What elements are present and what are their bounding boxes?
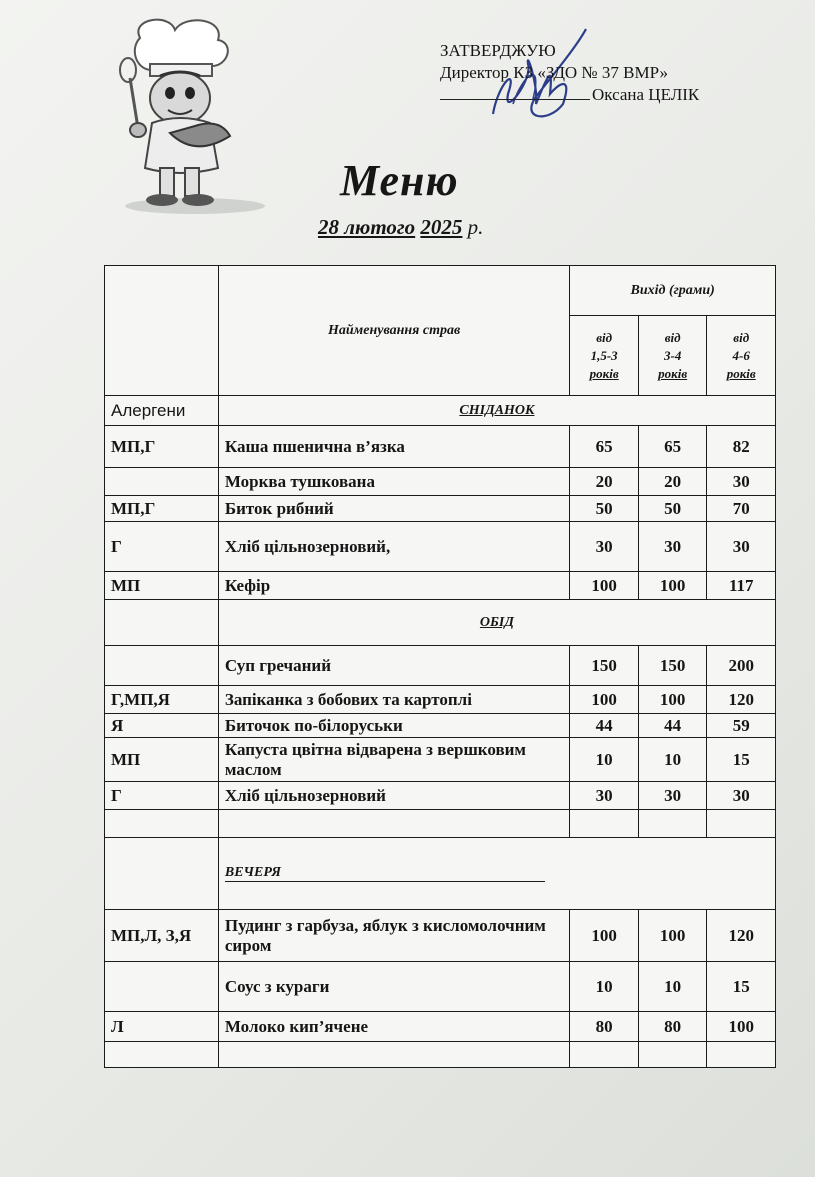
- portion-age-1: 10: [570, 962, 639, 1012]
- header-empty-cell: [105, 266, 219, 396]
- date-suffix: р.: [462, 215, 484, 239]
- allergen-cell: МП,Г: [105, 426, 219, 468]
- empty-cell: [218, 810, 570, 838]
- dish-name-cell: Капуста цвітна відварена з вершковим маслом: [218, 738, 570, 782]
- allergen-cell: МП,Л, З,Я: [105, 910, 219, 962]
- table-row: [105, 468, 776, 496]
- table-row: [105, 646, 776, 686]
- empty-row: [105, 1042, 776, 1068]
- portion-age-3: 100: [707, 1012, 776, 1042]
- empty-cell: [707, 1042, 776, 1068]
- allergen-cell: МП: [105, 572, 219, 600]
- header-output: Вихід (грами): [570, 266, 776, 316]
- table-row: [105, 910, 776, 962]
- approval-signatory: [440, 84, 780, 106]
- portion-age-3: 15: [707, 962, 776, 1012]
- table-row: [105, 738, 776, 782]
- portion-age-2: 30: [638, 782, 707, 810]
- portion-age-3: 120: [707, 686, 776, 714]
- portion-age-1: 100: [570, 686, 639, 714]
- allergen-cell: [105, 646, 219, 686]
- allergen-cell: Г: [105, 782, 219, 810]
- portion-age-3: 30: [707, 522, 776, 572]
- menu-table: [104, 265, 776, 1068]
- allergen-cell: Г: [105, 522, 219, 572]
- portion-age-1: 150: [570, 646, 639, 686]
- section-row-breakfast: [105, 396, 776, 426]
- portion-age-2: 10: [638, 738, 707, 782]
- dish-name-cell: Каша пшенична в’язка: [218, 426, 570, 468]
- portion-age-1: 100: [570, 572, 639, 600]
- approval-name: Оксана ЦЕЛІК: [592, 85, 700, 104]
- dish-name-cell: Биточок по-білоруськи: [218, 714, 570, 738]
- portion-age-3: 30: [707, 782, 776, 810]
- portion-age-2: 150: [638, 646, 707, 686]
- empty-cell: [105, 600, 219, 646]
- empty-cell: [218, 1042, 570, 1068]
- empty-cell: [638, 810, 707, 838]
- allergen-cell: Я: [105, 714, 219, 738]
- allergen-cell: МП,Г: [105, 496, 219, 522]
- table-row: [105, 522, 776, 572]
- allergen-cell: [105, 468, 219, 496]
- table-row: [105, 714, 776, 738]
- table-row: [105, 782, 776, 810]
- dish-name-cell: Суп гречаний: [218, 646, 570, 686]
- menu-title: Меню: [340, 156, 459, 205]
- portion-age-1: 65: [570, 426, 639, 468]
- header-age-2: від 3-4 років: [638, 316, 707, 396]
- portion-age-1: 10: [570, 738, 639, 782]
- header-age-1: від 1,5-3 років: [570, 316, 639, 396]
- portion-age-3: 15: [707, 738, 776, 782]
- dish-name-cell: Морква тушкована: [218, 468, 570, 496]
- table-row: [105, 496, 776, 522]
- portion-age-2: 100: [638, 686, 707, 714]
- table-row: [105, 686, 776, 714]
- section-row-dinner: [105, 838, 776, 910]
- portion-age-1: 100: [570, 910, 639, 962]
- portion-age-1: 44: [570, 714, 639, 738]
- portion-age-1: 30: [570, 522, 639, 572]
- empty-cell: [105, 1042, 219, 1068]
- dish-name-cell: Запіканка з бобових та картоплі: [218, 686, 570, 714]
- table-header-row: [105, 266, 776, 316]
- portion-age-3: 200: [707, 646, 776, 686]
- approval-heading: ЗАТВЕРДЖУЮ: [440, 41, 556, 60]
- portion-age-2: 65: [638, 426, 707, 468]
- portion-age-2: 30: [638, 522, 707, 572]
- portion-age-2: 50: [638, 496, 707, 522]
- allergen-cell: [105, 962, 219, 1012]
- portion-age-2: 44: [638, 714, 707, 738]
- portion-age-3: 70: [707, 496, 776, 522]
- portion-age-2: 80: [638, 1012, 707, 1042]
- portion-age-3: 120: [707, 910, 776, 962]
- portion-age-2: 100: [638, 910, 707, 962]
- portion-age-1: 20: [570, 468, 639, 496]
- portion-age-1: 80: [570, 1012, 639, 1042]
- portion-age-1: 30: [570, 782, 639, 810]
- signature-line: [440, 99, 590, 100]
- empty-cell: [105, 838, 219, 910]
- allergen-cell: Г,МП,Я: [105, 686, 219, 714]
- portion-age-1: 50: [570, 496, 639, 522]
- table-row: [105, 1012, 776, 1042]
- dish-name-cell: Кефір: [218, 572, 570, 600]
- empty-cell: [570, 810, 639, 838]
- date-year: 2025: [420, 215, 463, 239]
- portion-age-2: 20: [638, 468, 707, 496]
- dish-name-cell: Хліб цільнозерновий,: [218, 522, 570, 572]
- portion-age-3: 30: [707, 468, 776, 496]
- section-lunch: ОБІД: [218, 600, 775, 646]
- empty-cell: [105, 810, 219, 838]
- empty-cell: [638, 1042, 707, 1068]
- empty-cell: [570, 1042, 639, 1068]
- dish-name-cell: Хліб цільнозерновий: [218, 782, 570, 810]
- approval-position: Директор КЗ «ЗДО № 37 ВМР»: [440, 63, 668, 82]
- dish-name-cell: Пудинг з гарбуза, яблук з кисломолочним сиром: [218, 910, 570, 962]
- portion-age-3: 59: [707, 714, 776, 738]
- empty-row: [105, 810, 776, 838]
- dish-name-cell: Биток рибний: [218, 496, 570, 522]
- dish-name-cell: Соус з кураги: [218, 962, 570, 1012]
- header-age-3: від 4-6 років: [707, 316, 776, 396]
- table-row: [105, 572, 776, 600]
- menu-date: [318, 215, 483, 240]
- header-dish-names: Найменування страв: [218, 266, 570, 396]
- approval-block: [440, 40, 780, 106]
- allergens-heading: Алергени: [105, 396, 219, 426]
- dish-name-cell: Молоко кип’ячене: [218, 1012, 570, 1042]
- portion-age-2: 100: [638, 572, 707, 600]
- table-row: [105, 426, 776, 468]
- section-row-lunch: [105, 600, 776, 646]
- allergen-cell: Л: [105, 1012, 219, 1042]
- section-dinner: ВЕЧЕРЯ: [218, 838, 775, 910]
- portion-age-3: 82: [707, 426, 776, 468]
- portion-age-3: 117: [707, 572, 776, 600]
- section-breakfast: СНІДАНОК: [218, 396, 775, 426]
- date-day-month: 28 лютого: [318, 215, 416, 239]
- empty-cell: [707, 810, 776, 838]
- portion-age-2: 10: [638, 962, 707, 1012]
- chef-illustration: [100, 18, 300, 218]
- allergen-cell: МП: [105, 738, 219, 782]
- table-row: [105, 962, 776, 1012]
